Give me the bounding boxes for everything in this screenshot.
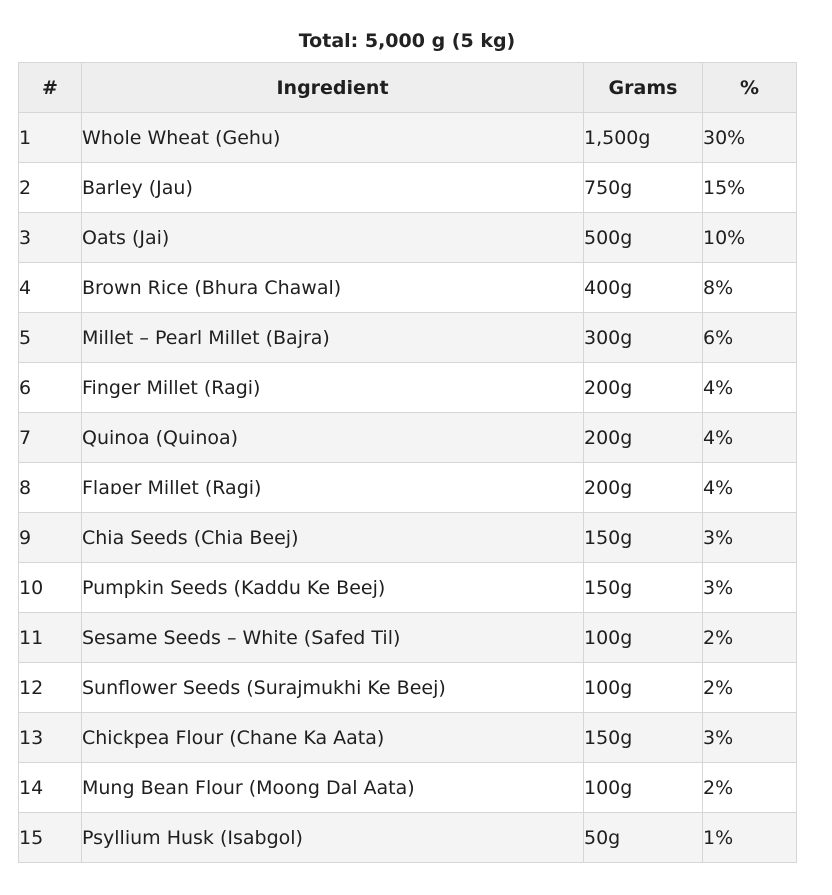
row-number: 10: [19, 563, 82, 613]
row-number: 6: [19, 363, 82, 413]
row-percent: 2%: [703, 613, 797, 663]
row-percent: 15%: [703, 163, 797, 213]
header-ingredient: Ingredient: [82, 63, 584, 113]
row-ingredient: Brown Rice (Bhura Chawal): [82, 263, 584, 313]
table-body: [19, 113, 797, 863]
row-ingredient: Barley (Jau): [82, 163, 584, 213]
table-row: [19, 313, 797, 363]
row-ingredient: Psyllium Husk (Isabgol): [82, 813, 584, 863]
row-percent: 3%: [703, 563, 797, 613]
row-ingredient: Oats (Jai): [82, 213, 584, 263]
row-grams: 150g: [584, 563, 703, 613]
row-grams: 200g: [584, 413, 703, 463]
row-grams: 200g: [584, 363, 703, 413]
table-row: [19, 213, 797, 263]
row-number: 3: [19, 213, 82, 263]
row-grams: 150g: [584, 713, 703, 763]
table-row: [19, 663, 797, 713]
row-number: 13: [19, 713, 82, 763]
table-row: [19, 463, 797, 513]
row-ingredient: Finger Millet (Ragi): [82, 363, 584, 413]
row-percent: 3%: [703, 513, 797, 563]
table-row: [19, 113, 797, 163]
row-percent: 3%: [703, 713, 797, 763]
row-grams: 1,500g: [584, 113, 703, 163]
row-grams: 100g: [584, 613, 703, 663]
row-grams: 300g: [584, 313, 703, 363]
header-row: [19, 63, 797, 113]
row-grams: 400g: [584, 263, 703, 313]
row-ingredient: Sesame Seeds – White (Safed Til): [82, 613, 584, 663]
table-header: [19, 63, 797, 113]
table-row: [19, 813, 797, 863]
table-row: [19, 363, 797, 413]
table-caption: Total: 5,000 g (5 kg): [298, 30, 516, 52]
row-number: 5: [19, 313, 82, 363]
header-number: #: [19, 63, 82, 113]
table-row: [19, 563, 797, 613]
row-grams: 100g: [584, 663, 703, 713]
row-number: 15: [19, 813, 82, 863]
row-number: 11: [19, 613, 82, 663]
ingredients-table: [18, 62, 797, 863]
row-ingredient: Flaɒer Millet (Ragi): [82, 463, 584, 513]
table-row: [19, 263, 797, 313]
row-percent: 8%: [703, 263, 797, 313]
header-percent: %: [703, 63, 797, 113]
row-number: 4: [19, 263, 82, 313]
table-row: [19, 763, 797, 813]
header-grams: Grams: [584, 63, 703, 113]
row-number: 14: [19, 763, 82, 813]
row-grams: 150g: [584, 513, 703, 563]
table-row: [19, 413, 797, 463]
row-number: 7: [19, 413, 82, 463]
row-percent: 4%: [703, 413, 797, 463]
row-ingredient: Chickpea Flour (Chane Ka Aata): [82, 713, 584, 763]
table-row: [19, 513, 797, 563]
row-number: 12: [19, 663, 82, 713]
row-ingredient: Millet – Pearl Millet (Bajra): [82, 313, 584, 363]
row-percent: 2%: [703, 663, 797, 713]
row-percent: 4%: [703, 363, 797, 413]
row-percent: 1%: [703, 813, 797, 863]
row-ingredient: Chia Seeds (Chia Beej): [82, 513, 584, 563]
row-percent: 10%: [703, 213, 797, 263]
table-row: [19, 163, 797, 213]
row-ingredient: Whole Wheat (Gehu): [82, 113, 584, 163]
row-percent: 6%: [703, 313, 797, 363]
row-number: 8: [19, 463, 82, 513]
row-grams: 50g: [584, 813, 703, 863]
row-number: 1: [19, 113, 82, 163]
row-grams: 750g: [584, 163, 703, 213]
row-percent: 4%: [703, 463, 797, 513]
table-row: [19, 613, 797, 663]
row-grams: 100g: [584, 763, 703, 813]
row-ingredient: Quinoa (Quinoa): [82, 413, 584, 463]
row-number: 2: [19, 163, 82, 213]
table-row: [19, 713, 797, 763]
row-grams: 500g: [584, 213, 703, 263]
row-ingredient: Sunflower Seeds (Surajmukhi Ke Beej): [82, 663, 584, 713]
row-ingredient: Pumpkin Seeds (Kaddu Ke Beej): [82, 563, 584, 613]
row-grams: 200g: [584, 463, 703, 513]
row-number: 9: [19, 513, 82, 563]
row-ingredient: Mung Bean Flour (Moong Dal Aata): [82, 763, 584, 813]
row-percent: 30%: [703, 113, 797, 163]
row-percent: 2%: [703, 763, 797, 813]
